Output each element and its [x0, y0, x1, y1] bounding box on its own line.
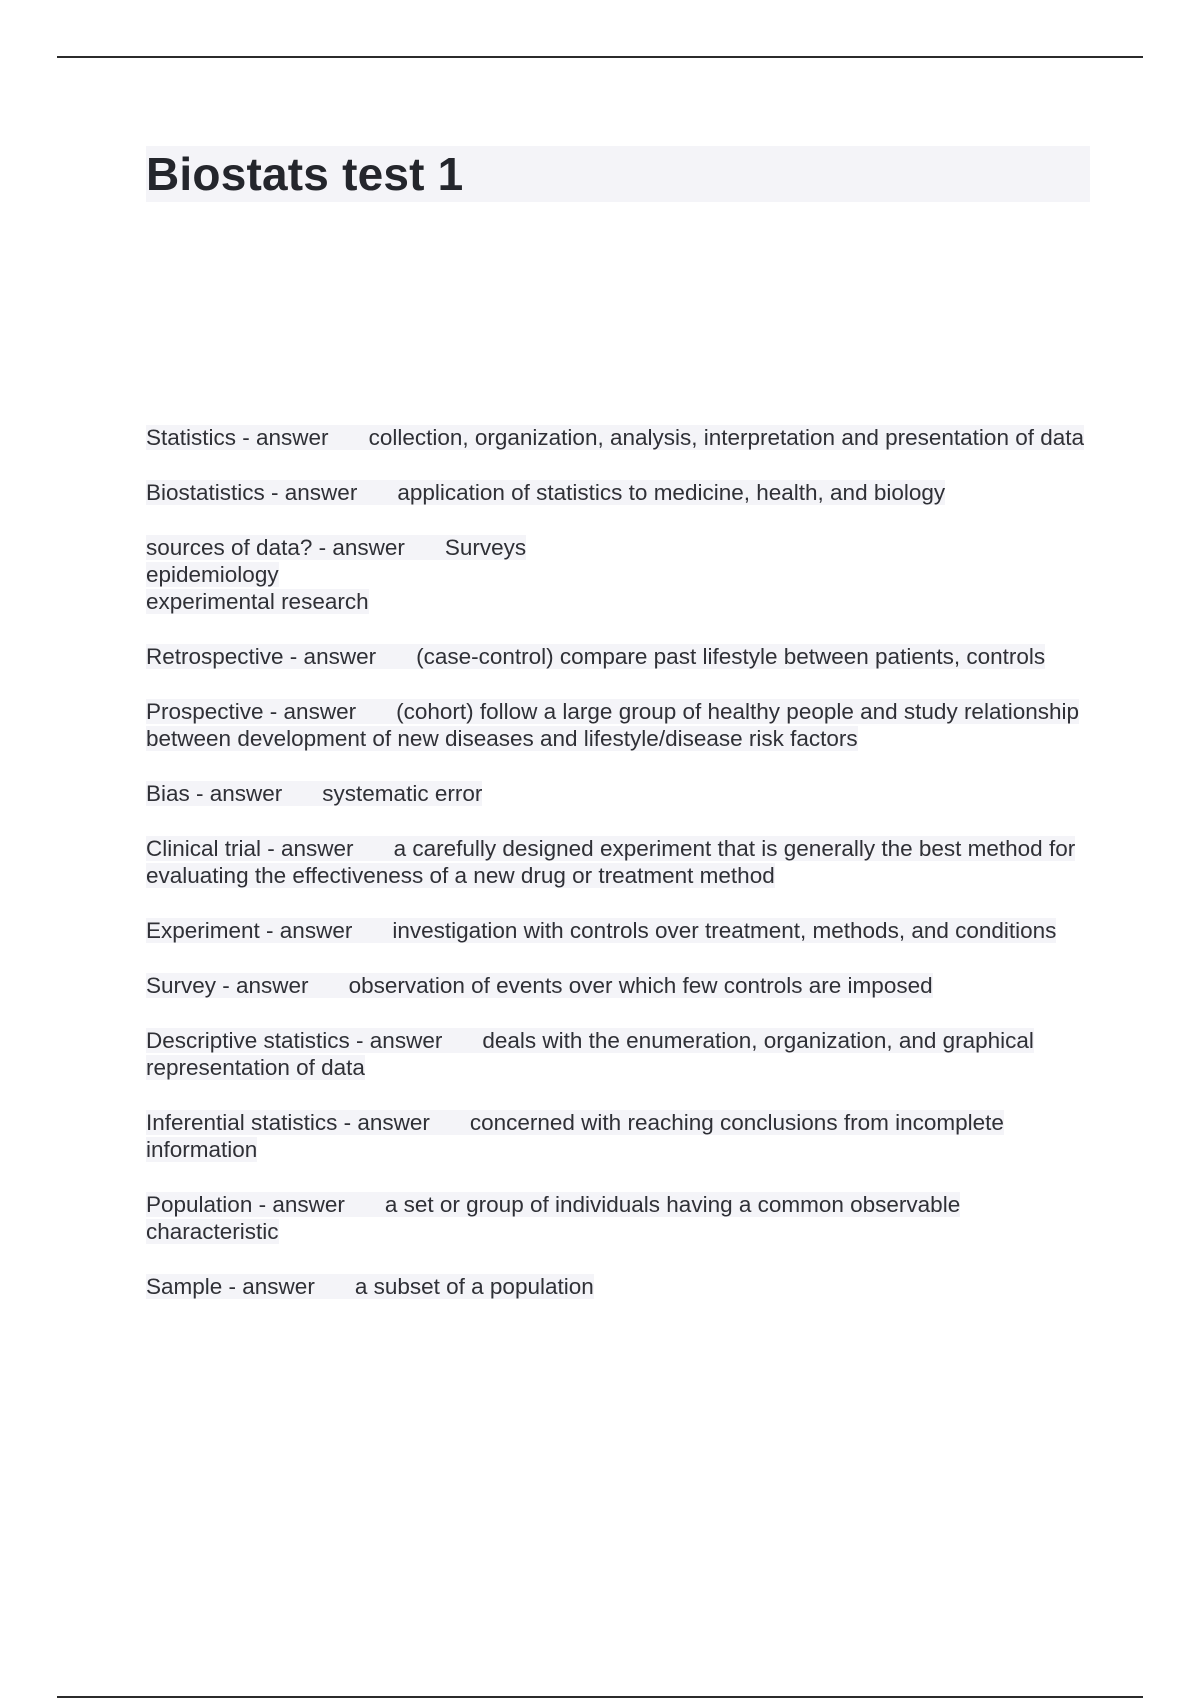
qa-term: Survey - answer — [146, 973, 349, 998]
page-title: Biostats test 1 — [146, 148, 464, 200]
qa-item-clinical-trial — [146, 835, 1090, 889]
qa-item-statistics — [146, 424, 1090, 451]
qa-item-survey — [146, 972, 1090, 999]
qa-definition: application of statistics to medicine, health, and biology — [397, 480, 946, 505]
qa-item-retrospective — [146, 643, 1090, 670]
qa-term: Statistics - answer — [146, 425, 369, 450]
qa-item-descriptive-statistics — [146, 1027, 1090, 1081]
qa-term: Clinical trial - answer — [146, 836, 394, 861]
qa-term: Population - answer — [146, 1192, 385, 1217]
qa-term: Descriptive statistics - answer — [146, 1028, 482, 1053]
qa-definition: observation of events over which few controls are imposed — [348, 973, 933, 998]
qa-item-inferential-statistics — [146, 1109, 1090, 1163]
qa-definition: collection, organization, analysis, interpretation and presentation of data — [368, 425, 1085, 450]
qa-list — [146, 424, 1090, 1328]
qa-item-population — [146, 1191, 1090, 1245]
qa-term: Prospective - answer — [146, 699, 396, 724]
qa-item-biostatistics — [146, 479, 1090, 506]
qa-item-bias — [146, 780, 1090, 807]
qa-definition: a carefully designed experiment that is generally the best method for evaluating the effectiveness of a new drug or treatment method — [146, 836, 1076, 888]
qa-item-sample — [146, 1273, 1090, 1300]
qa-item-prospective — [146, 698, 1090, 752]
qa-term: Biostatistics - answer — [146, 480, 397, 505]
qa-term: sources of data? - answer — [146, 535, 445, 560]
qa-term: Bias - answer — [146, 781, 322, 806]
qa-term: Retrospective - answer — [146, 644, 416, 669]
qa-term: Experiment - answer — [146, 918, 392, 943]
qa-item-sources-of-data — [146, 534, 1090, 615]
qa-term: Inferential statistics - answer — [146, 1110, 470, 1135]
qa-definition: investigation with controls over treatment, methods, and conditions — [392, 918, 1057, 943]
qa-definition: (case-control) compare past lifestyle between patients, controls — [416, 644, 1046, 669]
top-rule — [57, 56, 1143, 58]
qa-definition: a set or group of individuals having a common observable characteristic — [146, 1192, 961, 1244]
qa-definition: Surveys epidemiology experimental research — [146, 535, 527, 614]
qa-definition: deals with the enumeration, organization, and graphical representation of data — [146, 1028, 1034, 1080]
qa-term: Sample - answer — [146, 1274, 355, 1299]
qa-item-experiment — [146, 917, 1090, 944]
qa-definition: systematic error — [322, 781, 483, 806]
qa-definition: a subset of a population — [354, 1274, 594, 1299]
qa-definition: (cohort) follow a large group of healthy people and study relationship between development of new diseases and lifestyle/disease risk factors — [146, 699, 1080, 751]
qa-definition: concerned with reaching conclusions from incomplete information — [146, 1110, 1004, 1162]
bottom-rule — [57, 1696, 1143, 1698]
